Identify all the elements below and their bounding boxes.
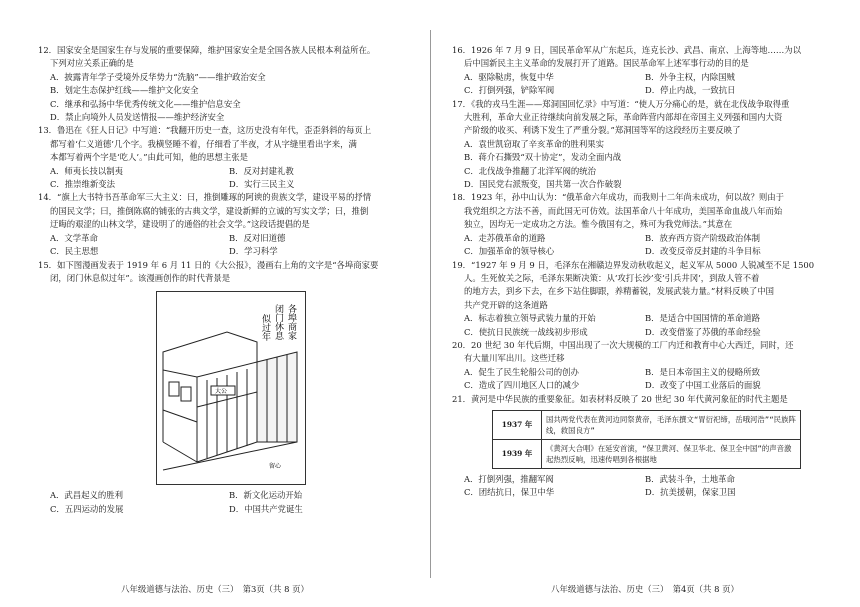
option-12-c: C．继承和弘扬中华优秀传统文化——维护信息安全 <box>50 98 241 109</box>
option-20-d: D．改变了中国工业落后的面貌 <box>645 380 761 391</box>
question-20-stem-cont: 有大量川军出川。这些迁移 <box>464 353 565 364</box>
option-20-a: A．促生了民生轮船公司的创办 <box>464 366 579 377</box>
question-16-stem-cont: 后中国新民主主义革命的发展打开了道路。国民革命军上述军事行动的目的是 <box>464 58 749 69</box>
question-20-stem: 20．20 世纪 30 年代后期，中国出现了一次大规模的工厂内迁和教育中心大西迁，同时，还 <box>452 339 794 350</box>
question-13-options-row1 <box>38 165 408 178</box>
question-20-options-row2 <box>452 379 826 392</box>
question-18-stem: 18．1923 年，孙中山认为：“俄革命六年成功，而我则十二年尚未成功，何以故？则由于 <box>452 192 785 203</box>
question-19-stem-cont3: 共产党开辟的这条道路 <box>464 299 548 310</box>
option-18-a: A．走苏俄革命的道路 <box>464 232 546 243</box>
option-17-c: C．北伐战争推翻了北洋军阀的统治 <box>464 165 597 176</box>
question-16-options-row1 <box>452 71 826 84</box>
option-13-c: C．推崇维新变法 <box>50 179 116 190</box>
option-21-b: B．武装斗争，土地革命 <box>645 473 735 484</box>
question-21-options-row1 <box>452 473 826 486</box>
question-16 <box>452 44 826 98</box>
option-19-c: C．使抗日民族统一战线初步形成 <box>464 326 588 337</box>
question-13 <box>38 124 408 191</box>
question-12-stem: 12．国家安全是国家生存与发展的重要保障，维护国家安全是全国各族人民根本利益所在。 <box>38 45 376 55</box>
question-14-stem-cont: 的国民文学；曰，推倒陈腐的铺张的古典文学，建设新鲜的立诚的写实文学；曰，推倒 <box>50 205 369 216</box>
question-19-options-row2 <box>452 326 826 339</box>
question-16-options-row2 <box>452 84 826 97</box>
option-17-a: A．袁世凯窃取了辛亥革命的胜利果实 <box>464 138 605 149</box>
right-page <box>430 0 860 607</box>
question-14-options-row2 <box>38 245 408 258</box>
option-16-b: B．外争主权，内除国贼 <box>645 71 735 82</box>
cartoon-caption-3: 似过年 <box>260 314 270 342</box>
option-13-a: A．师夷长技以制夷 <box>50 165 124 176</box>
question-21-table <box>492 410 801 469</box>
question-13-stem-cont2: 本都写着两个字是‘吃人’。”由此可知，他的思想主张是 <box>50 152 249 163</box>
question-21-options-row2 <box>452 486 826 499</box>
question-19-stem-cont: 人。生死攸关之际，毛泽东果断决策：从‘攻打长沙’变‘引兵井冈’，到敌人管不着 <box>464 272 760 283</box>
shop-sign-text: 大公 <box>215 388 228 396</box>
option-16-c: C．打倒列强，铲除军阀 <box>464 85 555 96</box>
question-18 <box>452 191 826 258</box>
question-15-options-row2 <box>38 503 408 516</box>
option-13-d: D．实行三民主义 <box>229 179 295 190</box>
question-16-stem: 16．1926 年 7 月 9 日，国民革命军从广东起兵，连克长沙、武昌、南京、上海等地……为以 <box>452 45 802 55</box>
question-19-options-row1 <box>452 312 826 325</box>
option-15-c: C．五四运动的发展 <box>50 503 124 514</box>
question-18-stem-cont2: 独立，因均无一定成功之方法。惟今俄国有之，殊可为我党师法。”其意在 <box>464 219 733 230</box>
question-17-stem-cont2: 产阶级的收买、利诱下发生了严重分裂。”郑洞国等军的这段经历主要反映了 <box>464 125 741 136</box>
question-13-stem: 13．鲁迅在《狂人日记》中写道：“我翻开历史一查，这历史没有年代，歪歪斜斜的每页上 <box>38 125 372 136</box>
option-19-d: D．改变借鉴了苏俄的革命经验 <box>645 326 761 337</box>
question-14-stem-cont2: 迂晦的艰涩的山林文学，建设明了的通俗的社会文学。”这段话提倡的是 <box>50 219 310 230</box>
question-13-options-row2 <box>38 178 408 191</box>
question-14-options-row1 <box>38 232 408 245</box>
page-footer-right: 八年级道德与法治、历史（三） 第4页（共 8 页） <box>551 584 739 594</box>
option-18-c: C．加强革命的领导核心 <box>464 246 555 257</box>
question-18-options-row1 <box>452 232 826 245</box>
question-18-stem-cont: 我党组织之方法不善，而此国无可仿效。法国革命八十年成功，美国革命血战八年而始 <box>464 205 783 216</box>
table-year-cell: 1939 年 <box>493 439 542 468</box>
question-18-options-row2 <box>452 245 826 258</box>
option-19-a: A．标志着独立领导武装力量的开始 <box>464 313 596 324</box>
question-20-options-row1 <box>452 366 826 379</box>
cartoon-signature: 留心 <box>269 463 282 471</box>
question-17 <box>452 98 826 192</box>
option-15-d: D．中国共产党诞生 <box>229 503 303 514</box>
option-13-b: B．反对封建礼教 <box>229 165 294 176</box>
question-13-stem-cont: 都写着‘仁义道德’几个字。我横竖睡不着，仔细看了半夜，才从字缝里看出字来，满 <box>50 138 357 149</box>
closed-shops-illustration <box>163 332 297 470</box>
question-15-stem: 15．如下图漫画发表于 1919 年 6 月 11 日的《大公报》，漫画右上角的文字是“各埠商家要 <box>38 259 379 270</box>
option-21-a: A．打倒列强，推翻军阀 <box>464 473 554 484</box>
table-content-cell: 国共两党代表在黄河边同祭黄帝，毛泽东撰文“胃衍祀缔，岳哦河浩”“民族阵线，救国良方” <box>542 410 801 439</box>
option-14-b: B．反对旧道德 <box>229 232 286 243</box>
option-18-d: D．改变反帝反封建的斗争目标 <box>645 246 761 257</box>
table-row <box>493 439 801 468</box>
cartoon-caption-2: 闭门休息 <box>273 304 283 341</box>
option-14-a: A．文学革命 <box>50 232 98 243</box>
question-12 <box>38 44 408 124</box>
option-12-d: D．禁止向境外人员发送情报——维护经济安全 <box>50 112 225 123</box>
question-19-stem: 19．“1927 年 9 月 9 日，毛泽东在湘赣边界发动秋收起义，起义军从 5000 人锐减至不足 1500 <box>452 259 815 270</box>
option-19-b: B．是适合中国国情的革命道路 <box>645 313 761 324</box>
question-14-stem: 14．“旗上大书特书吾革命军三大主义：曰，推倒雕琢的阿谀的贵族文学，建设平易的抒情 <box>38 192 372 203</box>
question-12-stem-cont: 下列对应关系正确的是 <box>50 58 134 69</box>
option-15-b: B．新文化运动开始 <box>229 490 303 501</box>
question-21-stem: 21．黄河是中华民族的重要象征。如表材料反映了 20 世纪 30 年代黄河象征的时代主题是 <box>452 393 788 404</box>
question-19 <box>452 259 826 339</box>
option-20-b: B．是日本帝国主义的侵略所致 <box>645 366 761 377</box>
option-17-d: D．国民党右派叛变，国共第一次合作破裂 <box>464 179 622 190</box>
table-content-cell: 《黄河大合唱》在延安首演，“保卫黄河、保卫华北、保卫全中国”的声音激起热烈反响，迅速传唱到各根据地 <box>542 439 801 468</box>
page-footer-left: 八年级道德与法治、历史（三） 第3页（共 8 页） <box>121 584 309 594</box>
option-12-b: B．划定生态保护红线——维护文化安全 <box>50 85 199 96</box>
option-17-b: B．蒋介石撕毁“双十协定”，发动全面内战 <box>464 152 622 163</box>
option-16-d: D．停止内战，一致抗日 <box>645 85 736 96</box>
table-row <box>493 410 801 439</box>
option-18-b: B．放弃西方资产阶级政治体制 <box>645 232 761 243</box>
option-12-a: A．披露青年学子受境外反华势力“洗脑”——维护政治安全 <box>50 71 266 82</box>
table-year-cell: 1937 年 <box>493 410 542 439</box>
question-15-options-row1 <box>38 489 408 502</box>
option-14-d: D．学习科学 <box>229 246 278 257</box>
question-15 <box>38 259 408 517</box>
option-15-a: A．武昌起义的胜利 <box>50 490 124 501</box>
option-16-a: A．驱除鞑虏，恢复中华 <box>464 71 554 82</box>
option-21-c: C．团结抗日，保卫中华 <box>464 487 555 498</box>
question-17-stem-cont: 大胜利，革命大业正待继续向前发展之际，革命阵营内部却在帝国主义列强和国内大资 <box>464 112 783 123</box>
question-14 <box>38 191 408 258</box>
question-21 <box>452 393 826 500</box>
question-20 <box>452 339 826 393</box>
option-21-d: D．抗美援朝，保家卫国 <box>645 487 736 498</box>
cartoon-drawing <box>157 292 305 484</box>
option-20-c: C．造成了四川地区人口的减少 <box>464 380 580 391</box>
question-19-stem-cont2: 的地方去，到乡下去，在乡下站住脚跟，养精蓄锐，发展武装力量。”材料反映了中国 <box>464 286 774 297</box>
option-14-c: C．民主思想 <box>50 246 99 257</box>
cartoon-caption-1: 各埠商家 <box>286 304 296 341</box>
question-17-stem: 17．《我的戎马生涯——郑洞国回忆录》中写道：“使人万分痛心的是，就在北伐战争取得重 <box>452 98 790 109</box>
cartoon-image <box>156 291 306 485</box>
question-15-stem-cont: 闭，闭门休息似过年”。该漫画创作的时代背景是 <box>50 272 231 283</box>
